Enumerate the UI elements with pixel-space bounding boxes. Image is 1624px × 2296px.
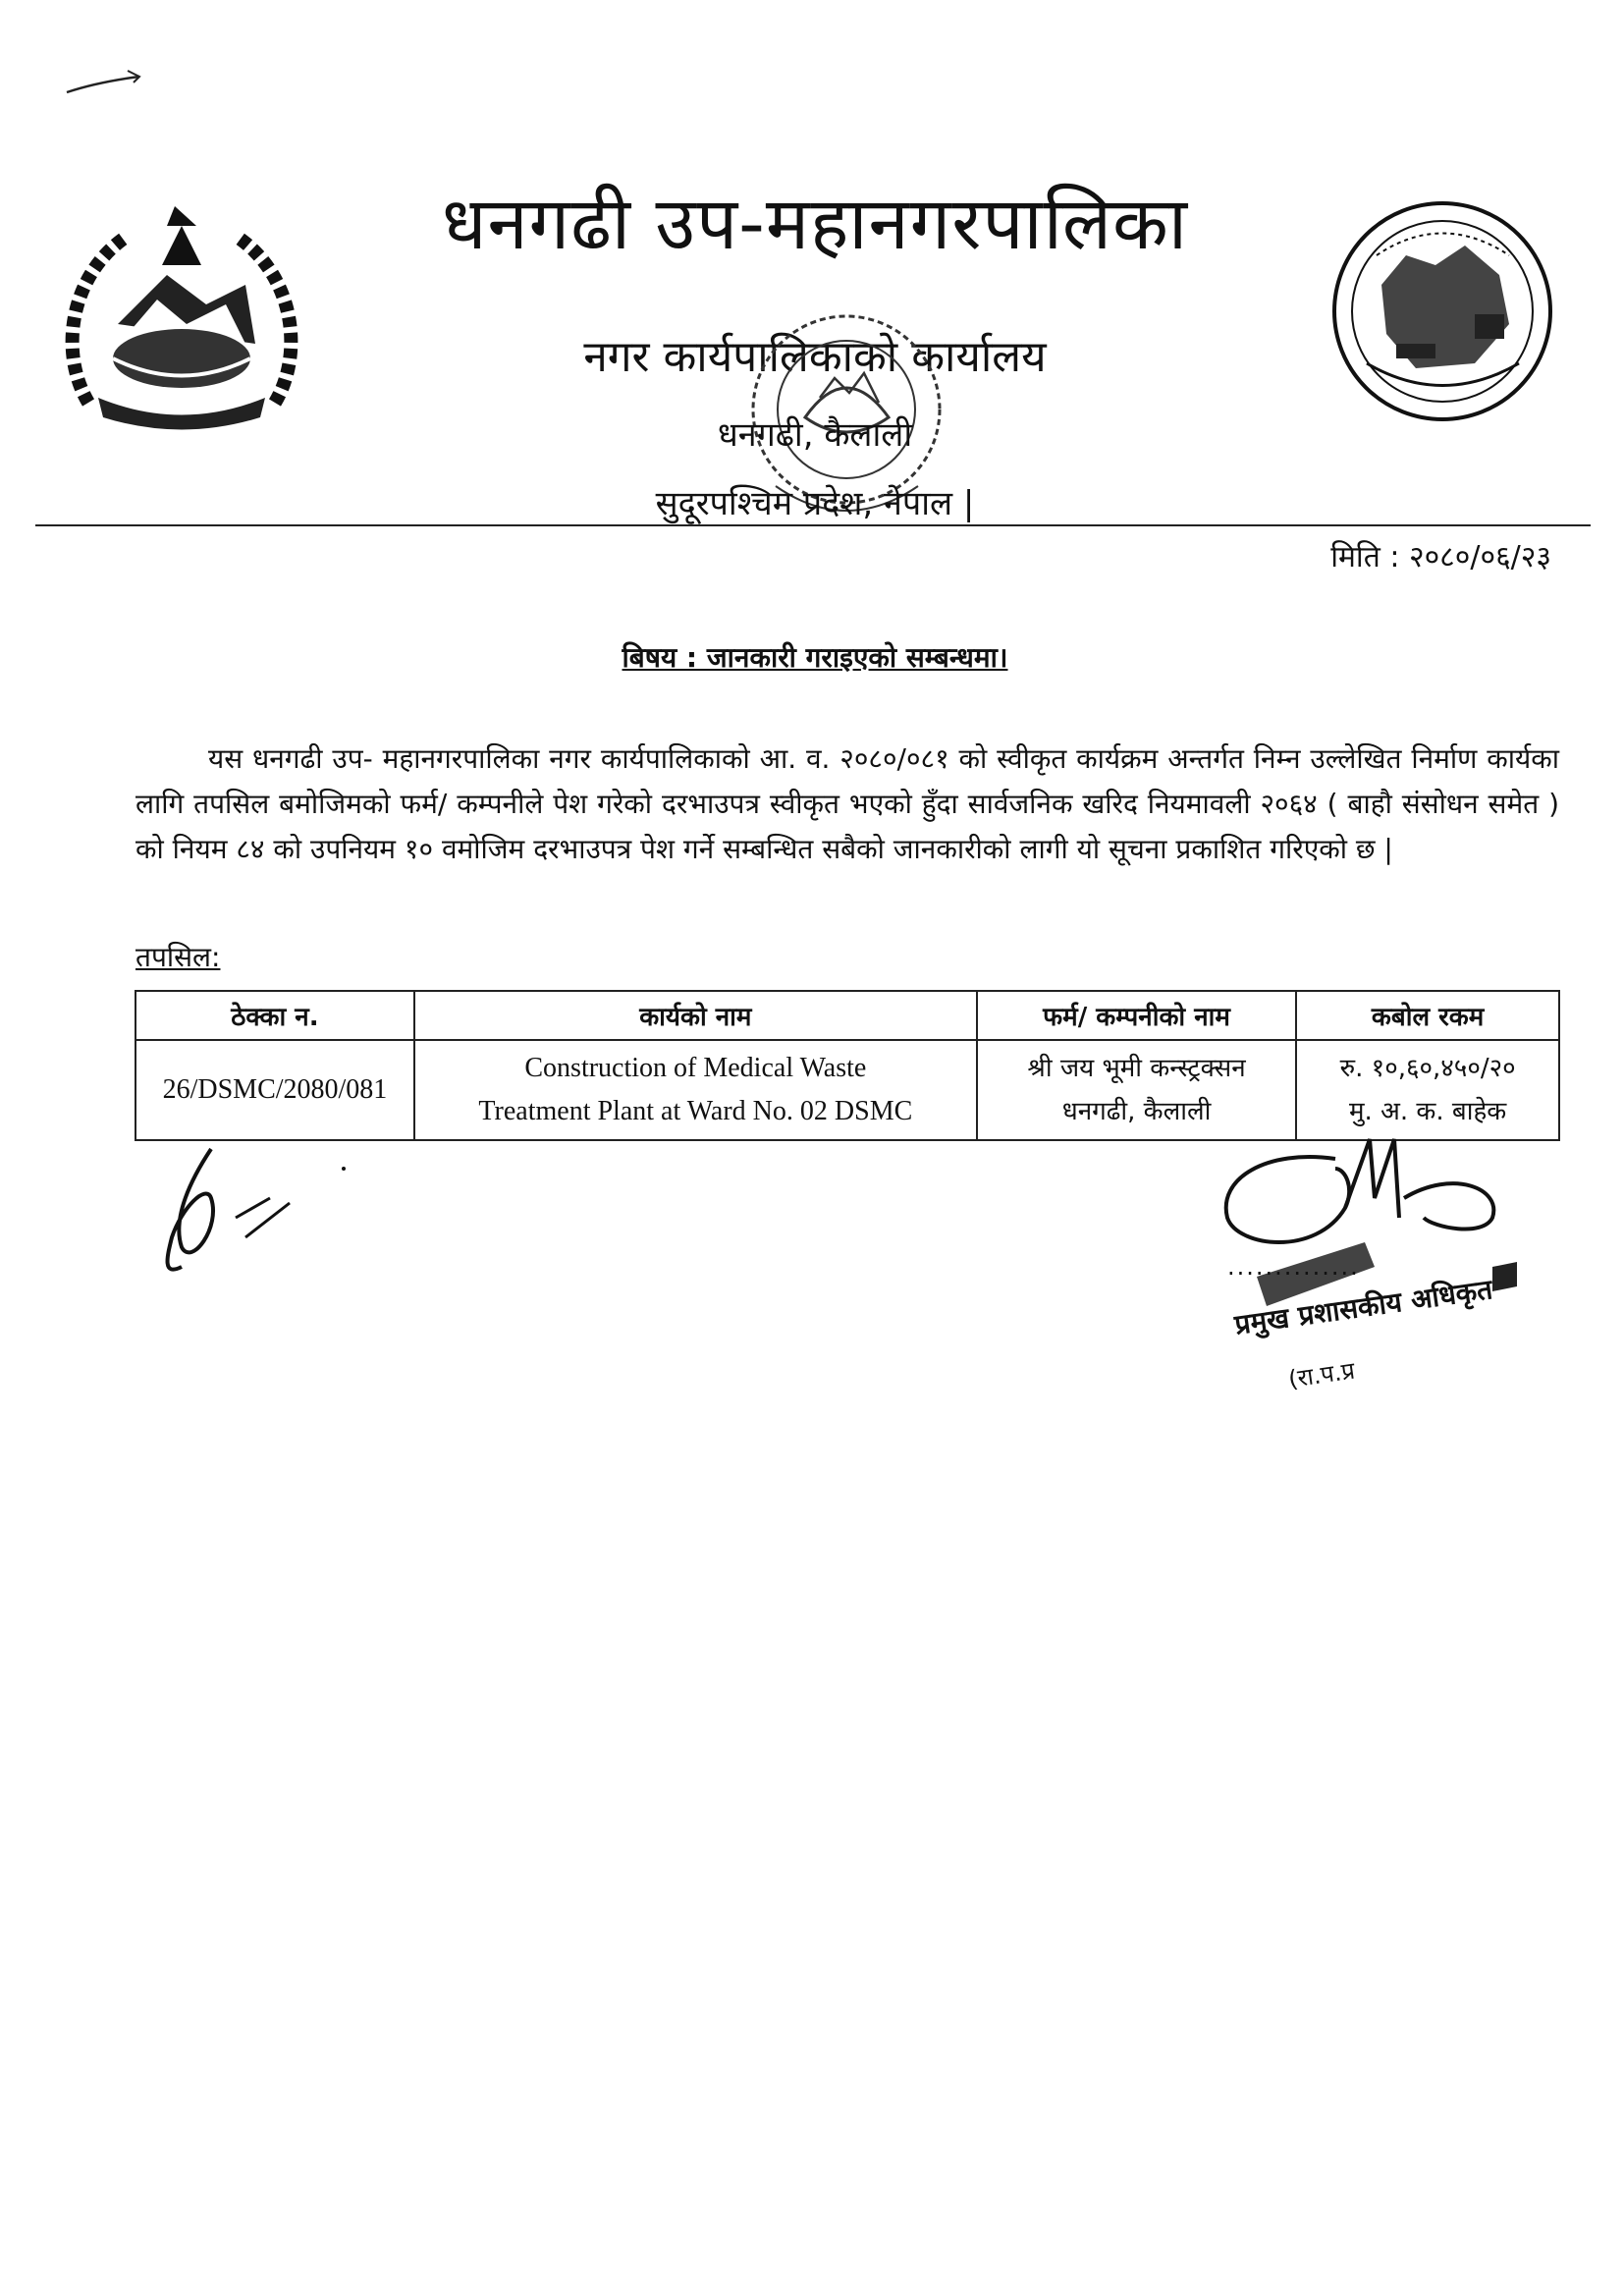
cell-work-name	[414, 1040, 977, 1140]
office-subtitle: नगर कार्यपालिकाको कार्यालय	[583, 332, 1047, 382]
officer-title: प्रमुख प्रशासकीय अधिकृत	[1232, 1273, 1494, 1341]
subject-line	[393, 638, 1237, 676]
header-divider	[35, 524, 1591, 526]
table-header-row	[135, 991, 1559, 1040]
cell-amount	[1296, 1040, 1559, 1140]
amount-line-2: मु. अ. क. बाहेक	[1348, 1097, 1507, 1126]
subject-text: बिषय : जानकारी गराइएको सम्बन्धमा।	[622, 641, 1008, 674]
address-line-1: धनगढी, कैलाली	[717, 415, 913, 455]
officer-rank: (रा.प.प्र	[1286, 1356, 1357, 1394]
nepal-emblem-icon	[59, 196, 304, 432]
amount-line-1: रु. १०,६०,४५०/२०	[1339, 1054, 1516, 1083]
address-line-2: सुदूरपश्चिम प्रदेश, नेपाल |	[655, 484, 975, 523]
firm-line-2: धनगढी, कैलाली	[1061, 1097, 1212, 1126]
pen-mark-icon	[65, 67, 143, 96]
header-amount: कबोल रकम	[1296, 991, 1559, 1040]
header-work-name: कार्यको नाम	[414, 991, 977, 1040]
details-label: तपसिल:	[135, 941, 221, 973]
notice-body: यस धनगढी उप- महानगरपालिका नगर कार्यपालिकाको आ. व. २०८०/०८१ को स्वीकृत कार्यक्रम अन्तर्गत निम्न उल्लेखित निर्माण कार्यका लागि तपसिल बमोजिमको फर्म/ कम्पनीले पेश गरेको दरभाउपत्र स्वीकृत भएको हुँदा सार्वजनिक खरिद नियमावली २०६४ ( बाहौ संसोधन समेत ) को नियम ८४ को उपनियम १० वमोजिम दरभाउपत्र पेश गर्ने सम्बन्धित सबैको जानकारीको लागी यो सूचना प्रकाशित गरिएको छ |	[135, 742, 1559, 865]
header-contract-no: ठेक्का न.	[135, 991, 414, 1040]
left-signature-icon	[152, 1139, 358, 1286]
header-firm-name: फर्म/ कम्पनीको नाम	[977, 991, 1296, 1040]
contract-table	[135, 990, 1560, 1141]
municipality-seal-icon	[1327, 196, 1558, 427]
work-name-line-1: Construction of Medical Waste	[524, 1053, 867, 1083]
officer-name-dots: ..............	[1227, 1253, 1360, 1281]
table-row	[135, 1040, 1559, 1140]
municipality-title: धनगढी उप-महानगरपालिका	[441, 182, 1189, 266]
cell-firm-name	[977, 1040, 1296, 1140]
work-name-line-2: Treatment Plant at Ward No. 02 DSMC	[478, 1096, 913, 1126]
date-line: मिति : २०८०/०६/२३	[1330, 540, 1551, 574]
cell-contract-no: 26/DSMC/2080/081	[135, 1040, 414, 1140]
firm-line-1: श्री जय भूमी कन्स्ट्रक्सन	[1027, 1054, 1246, 1083]
